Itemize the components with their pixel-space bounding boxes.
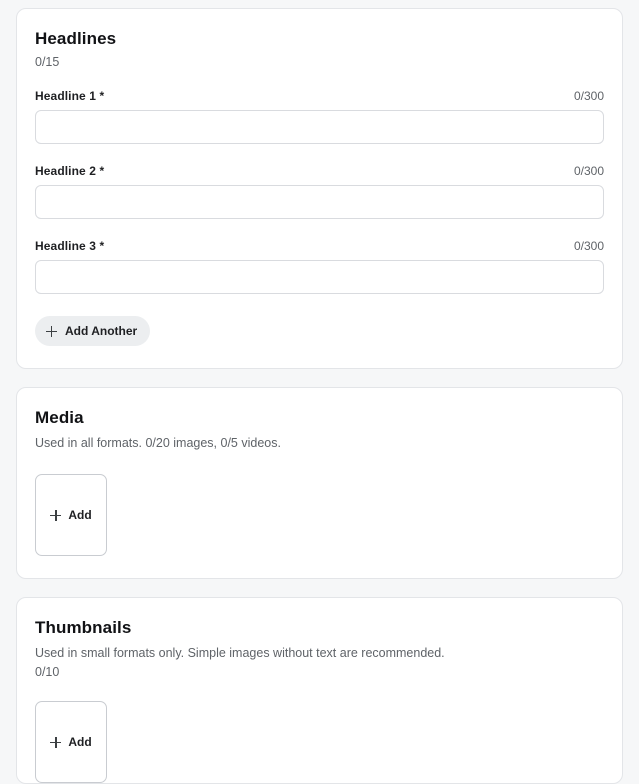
headline-field-2 bbox=[35, 164, 604, 219]
media-section bbox=[16, 387, 623, 579]
headline-3-counter: 0/300 bbox=[573, 239, 604, 253]
thumbnails-add-tile[interactable] bbox=[35, 701, 107, 783]
thumbnails-title: Thumbnails bbox=[35, 618, 132, 638]
headline-2-input[interactable] bbox=[35, 185, 604, 219]
thumbnails-section bbox=[16, 597, 623, 784]
thumbnails-counter: 0/10 bbox=[35, 665, 60, 680]
thumbnails-subtext bbox=[35, 644, 604, 679]
media-title: Media bbox=[35, 408, 84, 427]
headline-1-input[interactable] bbox=[35, 110, 604, 144]
add-another-headline-label: Add Another bbox=[65, 324, 138, 338]
headline-field-3 bbox=[35, 239, 604, 294]
headline-field-2-head bbox=[35, 164, 604, 178]
plus-icon bbox=[46, 326, 57, 337]
plus-icon bbox=[50, 510, 61, 521]
headline-3-label: Headline 3 * bbox=[35, 239, 105, 253]
headline-3-input[interactable] bbox=[35, 260, 604, 294]
headlines-section bbox=[16, 8, 623, 369]
headline-field-3-head bbox=[35, 239, 604, 253]
plus-icon bbox=[50, 737, 61, 748]
headlines-title: Headlines bbox=[35, 29, 117, 48]
headline-1-label: Headline 1 * bbox=[35, 89, 105, 103]
headline-field-1 bbox=[35, 89, 604, 144]
headline-2-counter: 0/300 bbox=[573, 164, 604, 178]
media-add-label: Add bbox=[68, 508, 92, 523]
headline-2-label: Headline 2 * bbox=[35, 164, 105, 178]
media-add-tile[interactable] bbox=[35, 474, 107, 556]
headline-1-counter: 0/300 bbox=[573, 89, 604, 103]
headlines-counter: 0/15 bbox=[35, 55, 60, 69]
thumbnails-add-label: Add bbox=[68, 735, 92, 750]
headline-field-1-head bbox=[35, 89, 604, 103]
media-description: Used in all formats. 0/20 images, 0/5 videos. bbox=[35, 436, 281, 450]
add-another-headline-button[interactable] bbox=[35, 316, 150, 346]
thumbnails-description: Used in small formats only. Simple images without text are recommended. bbox=[35, 646, 445, 661]
